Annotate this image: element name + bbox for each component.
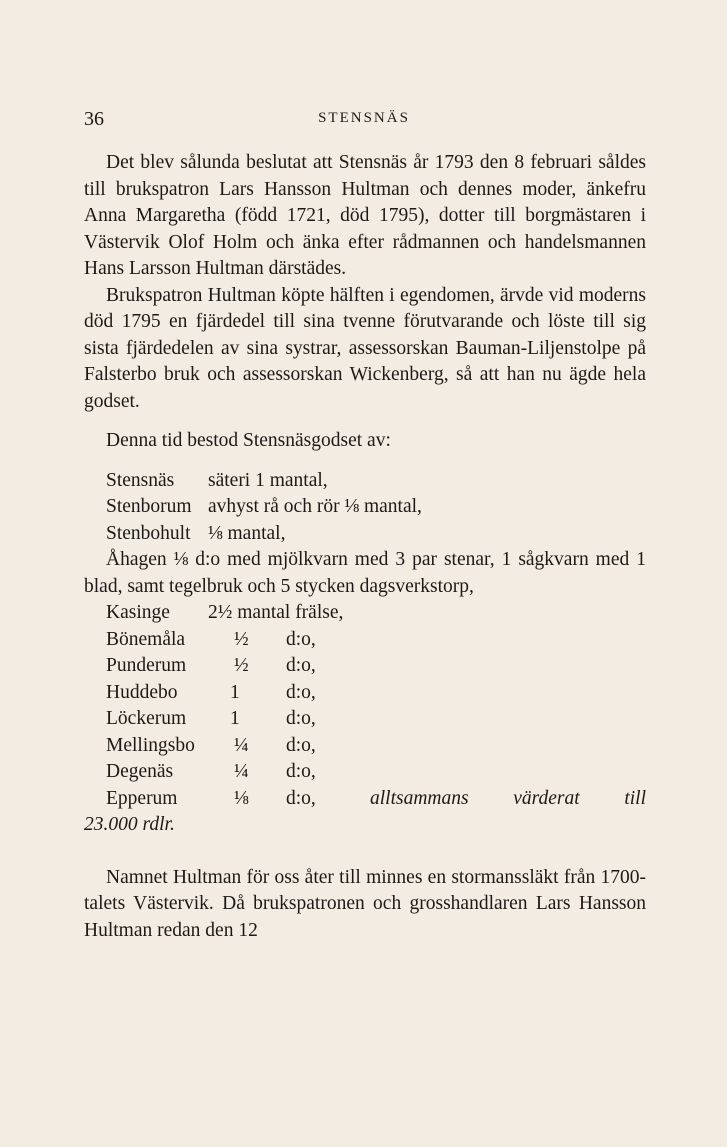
estate-row [84,468,646,495]
estate-row [84,759,646,786]
page-body [84,150,646,944]
valuation-text [370,786,646,813]
estate-share: ¼ [234,734,249,756]
estate-name: Stenborum [106,496,192,517]
estate-row [84,521,646,548]
estate-name: Epperum [106,787,178,809]
estate-share: ¼ [234,761,249,782]
estate-name: Stenbohult [106,522,191,544]
estate-row [84,600,646,627]
estate-row [84,786,646,813]
estate-row [84,653,646,680]
paragraph-2: Brukspatron Hultman köpte hälften i egendomen, ärvde vid moderns död 1795 en fjärdedel till sina tvenne förutvarande och löste till sig sista fjärdedelen av sina systrar, assessorskan Bauman-Liljenstolpe på Falsterbo bruk och assessorskan Wickenberg, så att han nu ägde hela godset. [84,284,646,412]
estate-name: Stensnäs [106,469,175,491]
estate-desc: 2½ mantal frälse, [208,602,344,623]
estate-row [84,680,646,707]
estate-unit: d:o, [286,628,316,650]
estate-unit: d:o, [286,787,316,809]
estate-share: 1 [230,681,240,703]
paragraph-4: Namnet Hultman för oss åter till minnes en stormanssläkt från 1700-talets Västervik. Då brukspatronen och grosshandlaren Lars Hansson Hultman redan den 12 [84,866,646,941]
valuation-word: till [624,787,646,809]
estate-unit: d:o, [286,655,316,676]
estate-share: 1 [230,708,240,729]
estate-share: ½ [234,655,249,676]
valuation-total: 23.000 rdlr. [84,814,175,835]
estate-name: Bönemåla [106,628,186,650]
estate-total-row [84,812,646,839]
estate-row [84,627,646,654]
estate-name: Kasinge [106,602,170,623]
estate-name: Huddebo [106,681,178,703]
estate-desc: säteri 1 mantal, [208,469,328,491]
estate-unit: d:o, [286,734,316,756]
estate-row [84,733,646,760]
estate-name: Mellingsbo [106,734,195,756]
estate-unit: d:o, [286,708,316,729]
valuation-word: värderat [513,787,580,809]
estate-row [84,494,646,521]
paragraph-3: Denna tid bestod Stensnäsgodset av: [106,430,391,451]
page-header [84,108,644,134]
estate-share: ½ [234,628,249,650]
estate-name: Löckerum [106,708,187,729]
estate-row [84,706,646,733]
estate-desc: ⅛ mantal, [208,522,286,544]
estate-list [84,468,646,839]
estate-name: Punderum [106,655,187,676]
estate-ahagen: Åhagen ⅛ d:o med mjölkvarn med 3 par stenar, 1 sågkvarn med 1 blad, samt tegelbruk och 5 stycken dagsverkstorp, [84,549,646,597]
running-title: STENSNÄS [318,110,410,126]
estate-unit: d:o, [286,761,316,782]
estate-unit: d:o, [286,681,316,703]
valuation-word: alltsammans [370,787,469,809]
estate-desc: avhyst rå och rör ⅛ mantal, [208,496,422,517]
page-number: 36 [84,108,104,130]
estate-share: ⅛ [234,787,249,809]
paragraph-1: Det blev sålunda beslutat att Stensnäs år 1793 den 8 februari såldes till brukspatron Lars Hansson Hultman och dennes moder, änkefru Anna Margaretha (född 1721, död 1795), dotter till borgmästaren i Västervik Olof Holm och änka efter rådmannen och handelsmannen Hans Larsson Hultman därstädes. [84,152,646,279]
estate-name: Degenäs [106,761,174,782]
